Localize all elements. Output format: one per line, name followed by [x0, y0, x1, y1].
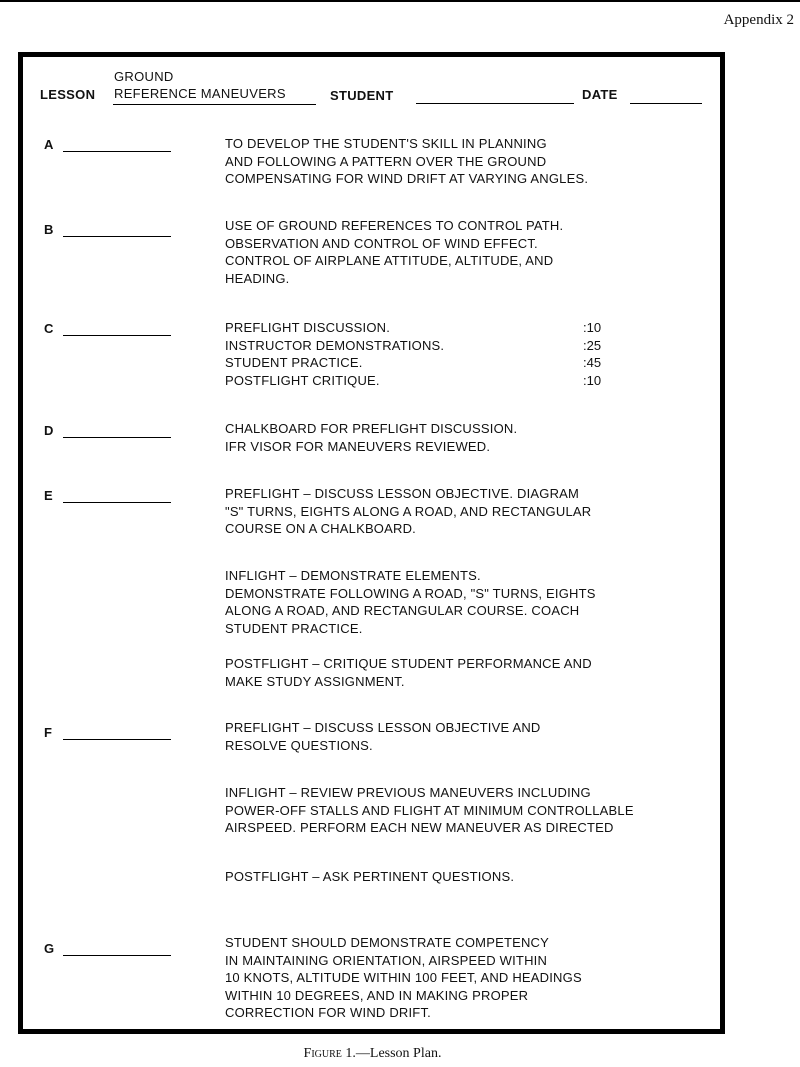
section-a-line[interactable] — [63, 151, 171, 152]
section-c-items — [225, 319, 444, 389]
section-a-letter: A — [44, 137, 54, 152]
text-line: MAKE STUDY ASSIGNMENT. — [225, 673, 405, 689]
section-b-text — [225, 217, 563, 287]
section-f-preflight — [225, 719, 541, 754]
text-line: INFLIGHT – DEMONSTRATE ELEMENTS. — [225, 568, 481, 583]
text-line: TO DEVELOP THE STUDENT'S SKILL IN PLANNING — [225, 136, 547, 151]
schedule-item: STUDENT PRACTICE. — [225, 355, 363, 370]
section-g-line[interactable] — [63, 955, 171, 956]
section-f-line[interactable] — [63, 739, 171, 740]
text-line: USE OF GROUND REFERENCES TO CONTROL PATH. — [225, 218, 564, 233]
text-line: AND FOLLOWING A PATTERN OVER THE GROUND — [225, 153, 547, 169]
schedule-time: :10 — [583, 372, 602, 388]
text-line: POSTFLIGHT – ASK PERTINENT QUESTIONS. — [225, 869, 515, 884]
student-field-line[interactable] — [416, 103, 574, 104]
schedule-item: POSTFLIGHT CRITIQUE. — [225, 372, 380, 388]
section-d-letter: D — [44, 423, 54, 438]
section-b-letter: B — [44, 222, 54, 237]
text-line: POSTFLIGHT – CRITIQUE STUDENT PERFORMANCE AND — [225, 656, 592, 671]
text-line: STUDENT SHOULD DEMONSTRATE COMPETENCY — [225, 935, 550, 950]
text-line: INFLIGHT – REVIEW PREVIOUS MANEUVERS INCLUDING — [225, 785, 591, 800]
figure-caption — [0, 1046, 745, 1062]
section-f-postflight — [225, 868, 514, 886]
text-line: IFR VISOR FOR MANEUVERS REVIEWED. — [225, 438, 491, 454]
section-c-times — [583, 319, 601, 389]
lesson-label: LESSON — [40, 87, 96, 102]
date-label: DATE — [582, 87, 618, 102]
section-a-text — [225, 135, 588, 188]
section-e-preflight — [225, 485, 591, 538]
caption-text: —Lesson Plan. — [355, 1046, 442, 1061]
text-line: PREFLIGHT – DISCUSS LESSON OBJECTIVE AND — [225, 720, 541, 735]
text-line: 10 KNOTS, ALTITUDE WITHIN 100 FEET, AND HEADINGS — [225, 970, 582, 985]
student-label: STUDENT — [330, 88, 394, 103]
section-c-line[interactable] — [63, 335, 171, 336]
text-line: CONTROL OF AIRPLANE ATTITUDE, ALTITUDE, AND — [225, 253, 554, 268]
text-line: WITHIN 10 DEGREES, AND IN MAKING PROPER — [225, 987, 529, 1003]
lesson-plan-form — [18, 52, 725, 1034]
text-line: PREFLIGHT – DISCUSS LESSON OBJECTIVE. DIAGRAM — [225, 486, 580, 501]
section-e-letter: E — [44, 488, 53, 503]
text-line: POWER-OFF STALLS AND FLIGHT AT MINIMUM CONTROLLABLE — [225, 802, 634, 818]
text-line: CHALKBOARD FOR PREFLIGHT DISCUSSION. — [225, 421, 518, 436]
section-f-letter: F — [44, 725, 52, 740]
section-c-letter: C — [44, 321, 54, 336]
section-e-inflight — [225, 567, 596, 637]
text-line: "S" TURNS, EIGHTS ALONG A ROAD, AND RECTANGULAR — [225, 503, 592, 519]
text-line: OBSERVATION AND CONTROL OF WIND EFFECT. — [225, 235, 538, 251]
text-line: AIRSPEED. PERFORM EACH NEW MANEUVER AS DIRECTED — [225, 820, 614, 835]
top-rule — [0, 0, 800, 2]
lesson-underline — [113, 104, 316, 105]
appendix-label: Appendix 2 — [723, 12, 794, 28]
section-d-line[interactable] — [63, 437, 171, 438]
section-e-postflight — [225, 655, 592, 690]
section-b-line[interactable] — [63, 236, 171, 237]
section-e-line[interactable] — [63, 502, 171, 503]
text-line: ALONG A ROAD, AND RECTANGULAR COURSE. COACH — [225, 603, 580, 618]
text-line: HEADING. — [225, 270, 290, 286]
lesson-title-line1: GROUND — [114, 69, 174, 84]
schedule-time: :25 — [583, 337, 602, 353]
text-line: COURSE ON A CHALKBOARD. — [225, 521, 416, 536]
section-f-inflight — [225, 784, 634, 837]
schedule-time: :45 — [583, 355, 602, 370]
section-g-text — [225, 934, 582, 1022]
text-line: COMPENSATING FOR WIND DRIFT AT VARYING ANGLES. — [225, 171, 589, 186]
caption-prefix: Figure 1. — [303, 1046, 356, 1061]
text-line: RESOLVE QUESTIONS. — [225, 737, 373, 753]
schedule-time: :10 — [583, 320, 602, 335]
schedule-item: INSTRUCTOR DEMONSTRATIONS. — [225, 337, 445, 353]
lesson-title-line2: REFERENCE MANEUVERS — [114, 86, 286, 101]
text-line: CORRECTION FOR WIND DRIFT. — [225, 1005, 431, 1020]
text-line: IN MAINTAINING ORIENTATION, AIRSPEED WITHIN — [225, 952, 548, 968]
section-g-letter: G — [44, 941, 55, 956]
schedule-item: PREFLIGHT DISCUSSION. — [225, 320, 391, 335]
section-d-text — [225, 420, 517, 455]
date-field-line[interactable] — [630, 103, 702, 104]
text-line: STUDENT PRACTICE. — [225, 620, 363, 636]
text-line: DEMONSTRATE FOLLOWING A ROAD, "S" TURNS, EIGHTS — [225, 585, 596, 601]
